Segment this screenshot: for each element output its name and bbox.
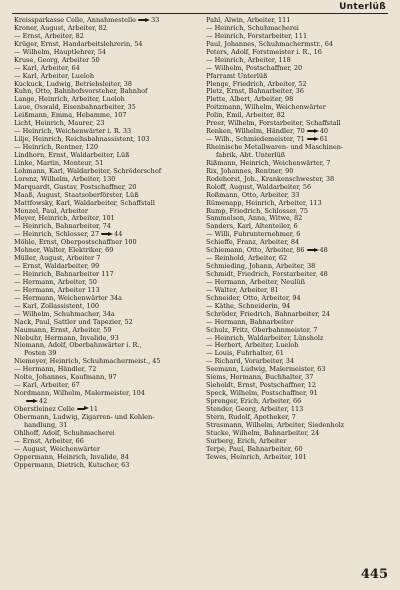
entry-text: Schneider, Otto, Arbeiter, 94 xyxy=(206,293,301,302)
entry-text: Mattfowsky, Karl, Waldarbeiter, Schaffstall xyxy=(14,198,155,207)
entry-text: Siems, Hermann, Buchhalter, 37 xyxy=(206,373,314,382)
entry-text: — Ernst, Waldarbeiter, 99 xyxy=(14,262,100,271)
entry-text: Plenge, Friedrich, Arbeiter, 52 xyxy=(206,79,307,88)
entry-text: Stucke, Wilhelm, Bahnarbeiter, 24 xyxy=(206,428,320,437)
entry-text: Kruse, Georg, Arbeiter 50 xyxy=(14,55,100,64)
entry-text: — Käthe, Schneiderin, 94 xyxy=(206,301,291,310)
entry-text: — Heinrich, Arbeiter, 118 xyxy=(206,55,291,64)
entry-text: Rheinische Metallwaren- und Maschinen- xyxy=(206,143,344,151)
entry-text: Licht, Heinrich, Maurer, 23 xyxy=(14,119,105,128)
entry-text: Ohlhoff, Adolf, Schuhmacherei xyxy=(14,428,115,437)
pointing-hand-icon xyxy=(138,18,150,23)
entry-text: Plette, Albert, Arbeiter, 98 xyxy=(206,95,294,104)
entry-text: Sanders, Karl, Altenteiler, 6 xyxy=(206,222,298,231)
phone-number: 48 xyxy=(319,246,328,255)
pointing-hand-icon xyxy=(307,129,319,134)
entry-text: — Ernst, Arbeiter, 82 xyxy=(14,31,84,40)
entry-text: Oppermann, Dietrich, Kutscher, 63 xyxy=(14,460,130,469)
entry-text: Müller, August, Arbeiter 7 xyxy=(14,254,101,263)
entry-text: Peters, Adolf, Forstmeister i. R., 16 xyxy=(206,47,322,56)
entry-text: — Hermann, Bahnarbeiter xyxy=(206,317,294,326)
entry-text: Sammelson, Anna, Witwe, 82 xyxy=(206,214,303,223)
entry-text: Roloff, August, Waldarbeiter, 56 xyxy=(206,182,312,191)
entry-text: — Hermann, Arbeiter 113 xyxy=(14,285,100,294)
entry-text: — Hermann, Weichenwärter 34a xyxy=(14,293,122,302)
entry-text: Oppermann, Heinrich, Invalide, 84 xyxy=(14,452,129,461)
entry-text: Niemeyer, Heinrich, Schuhmachermeist., 45 xyxy=(14,357,161,366)
entry-text: Lohmann, Karl, Waldarbeiter, Schröderschof xyxy=(14,166,162,175)
entry-text: Maaß, August, Staatsoberförster, Lüß xyxy=(14,190,139,199)
entry-text: — Heinrich, Bahnarbeiter 117 xyxy=(14,270,114,278)
entry-text: — August, Weichenwärter xyxy=(14,444,100,453)
entry-text: — Karl, Arbeiter, Lueloh xyxy=(14,71,95,80)
entry-text: Leißmann, Emma, Hebamme, 107 xyxy=(14,111,127,120)
entry-text: Renken, Wilhelm, Händler, 70 xyxy=(206,127,305,136)
entry-text: handlung, 31 xyxy=(24,420,68,429)
left-column xyxy=(14,17,197,469)
entry-text: Lindhorn, Ernst, Waldarbeiter, Lüß xyxy=(14,150,130,159)
entry-text: — Heinrich, Schlosser, 27 xyxy=(14,230,100,239)
entry-text: — Reinhold, Arbeiter, 62 xyxy=(206,254,288,263)
entry-text: Rix, Johannes, Rentner, 90 xyxy=(206,166,294,175)
entry-text: Surberg, Erich, Arbeiter xyxy=(206,436,287,445)
entry-text: Nolte, Johannes, Kaufmann, 97 xyxy=(14,373,117,382)
entry-text: Kuhn, Otto, Bahnhofsvorsteher, Bahnhof xyxy=(14,87,148,96)
entry-text: — Heinrich, Waldarbeiter, Lünsholz xyxy=(206,333,324,342)
entry-text: Laue, Oswald, Eisenbahnarbeiter, 35 xyxy=(14,103,136,112)
entry-text: Menzel, Paul, Arbeiter xyxy=(14,206,88,215)
entry-text: Stern, Rudolf, Apotheker, 7 xyxy=(206,412,296,421)
entry-text: — Wilhelm, Hauptlehrer, 54 xyxy=(14,47,107,56)
entry-text: — Heinrich, Weichenwärter i. R. 33 xyxy=(14,127,132,136)
directory-entry xyxy=(14,462,197,470)
entry-text: Sprenger, Erich, Arbeiter, 66 xyxy=(206,397,302,405)
entry-text: — Karl, Arbeiter, 67 xyxy=(14,381,80,390)
pointing-hand-icon xyxy=(101,232,113,237)
entry-text: Nordmann, Wilhelm, Malermeister, 104 xyxy=(14,389,145,398)
entry-text: — Karl, Zollassistent, 100 xyxy=(14,301,99,310)
phone-number: 42 xyxy=(39,397,48,405)
pointing-hand-icon xyxy=(77,406,89,411)
entry-text: Schiemann, Otto, Arbeiter, 86 xyxy=(206,246,305,255)
phone-number: 11 xyxy=(89,404,99,413)
entry-text: — Hermann, Arbeiter, Neulüß xyxy=(206,277,305,286)
entry-text: — Karl, Arbeiter, 64 xyxy=(14,63,80,72)
entry-text: Schröder, Friedrich, Bahnarbeiter, 24 xyxy=(206,309,331,318)
entry-text: Schmieding, Johann, Arbeiter, 38 xyxy=(206,262,316,271)
entry-text: — Louis, Fuhrhalter, 61 xyxy=(206,349,284,358)
entry-text: Posten 39 xyxy=(24,349,57,358)
entry-text: Naumann, Ernst, Arbeiter, 59 xyxy=(14,325,112,334)
entry-text: Pletz, Ernst, Bahnarbeiter, 36 xyxy=(206,87,304,96)
entry-text: Speck, Wilhelm, Postschaffner, 91 xyxy=(206,389,318,398)
right-column xyxy=(206,17,392,462)
entry-text: — Ernst, Arbeiter, 66 xyxy=(14,436,84,445)
phone-number: 40 xyxy=(319,127,329,136)
entry-text: Marquardt, Gustav, Postschaffner, 20 xyxy=(14,182,137,191)
phone-number: 44 xyxy=(114,230,123,239)
page-number: 445 xyxy=(360,567,388,582)
entry-text: Tewes, Heinrich, Arbeiter, 101 xyxy=(206,452,307,461)
entry-text: — Hermann, Händler, 72 xyxy=(14,365,97,374)
entry-text: Lorenz, Wilhelm, Arbeiter, 130 xyxy=(14,174,116,183)
entry-text: — Wilhelm, Postschaffner, 20 xyxy=(206,63,303,72)
entry-text: Krüger, Ernst, Handarbeitslehrerin, 54 xyxy=(14,39,143,48)
entry-text: — Herbert, Arbeiter, Lueloh xyxy=(206,341,299,350)
entry-text: Pfarramt Unterlüß xyxy=(206,71,268,80)
entry-text: — Richard, Vorarbeiter, 34 xyxy=(206,357,295,366)
entry-text: Möhle, Ernst, Oberpostschaffner 100 xyxy=(14,238,137,247)
entry-text: — Heinrich, Bahnarbeiter, 74 xyxy=(14,222,111,231)
phone-number: 61 xyxy=(319,135,329,144)
entry-text: Polin, Emil, Arbeiter, 82 xyxy=(206,111,285,120)
entry-text: Seemann, Ludwig, Malermeister, 63 xyxy=(206,365,326,374)
entry-text: Terpe, Paul, Bahnarbeiter, 60 xyxy=(206,444,303,453)
entry-text: Rißmann, Heinrich, Weichenwärter, 7 xyxy=(206,158,331,167)
entry-text: — Wilh., Schmiedemeister, 71 xyxy=(206,135,305,144)
entry-text: — Heinrich, Rentner, 120 xyxy=(14,143,98,151)
entry-text: Roßmann, Otto, Arbeiter, 33 xyxy=(206,190,300,199)
entry-text: fabrik, Abt. Unterlüß xyxy=(216,150,286,159)
entry-text: — Wilhelm, Schuhmacher, 34a xyxy=(14,309,115,318)
directory-entry xyxy=(206,454,392,462)
entry-text: Linke, Martin, Monteur, 51 xyxy=(14,158,104,167)
entry-text: — Heinrich, Schuhmacherei xyxy=(206,23,299,32)
entry-text: — Heinrich, Forstarbeiter, 111 xyxy=(206,31,308,40)
entry-text: Oberstleinez Celle xyxy=(14,404,75,413)
entry-text: Strasmann, Wilhelm, Arbeiter, Siedenholz xyxy=(206,420,345,429)
entry-text: Preer, Wilhelm, Forstarbeiter, Schaffstall xyxy=(206,119,341,128)
entry-text: Rump, Friedrich, Schlosser, 75 xyxy=(206,206,308,215)
entry-text: Poitzmann, Wilhelm, Weichenwärter xyxy=(206,103,326,112)
entry-text: Schmidt, Friedrich, Forstarbeiter, 48 xyxy=(206,270,328,278)
entry-text: Stender, Georg, Arbeiter, 113 xyxy=(206,404,304,413)
entry-text: Kreissparkasse Celle, Annahmestelle xyxy=(14,17,136,24)
entry-text: Niemann, Adolf, Oberbahnwärter i. R., xyxy=(14,341,142,350)
running-head: Unterlüß xyxy=(339,2,386,12)
entry-text: — Hermann, Arbeiter, 50 xyxy=(14,277,97,286)
entry-text: Sieholdt, Ernst, Postschaffner, 12 xyxy=(206,381,317,390)
pointing-hand-icon xyxy=(307,137,319,142)
entry-text: Pahl, Alwin, Arbeiter, 111 xyxy=(206,17,291,24)
entry-text: Lange, Heinrich, Arbeiter, Lueloh xyxy=(14,95,125,104)
entry-text: Nack, Paul, Sattler und Tapezier, 52 xyxy=(14,317,133,326)
entry-text: Meyer, Heinrich, Arbeiter, 101 xyxy=(14,214,115,223)
entry-text: Kuckuck, Ludwig, Betriebsleiter, 38 xyxy=(14,79,132,88)
entry-text: Niebuhr, Hermann, Invalide, 93 xyxy=(14,333,119,342)
entry-text: Schieffe, Franz, Arbeiter, 84 xyxy=(206,238,300,247)
entry-text: Rodehorst, Joh., Krankenschwester, 38 xyxy=(206,174,335,183)
phone-number: 33 xyxy=(151,17,160,24)
entry-text: Schulz, Fritz, Oberbahnmeister, 7 xyxy=(206,325,318,334)
header-rule xyxy=(12,13,388,14)
entry-text: Kroner, August, Arbeiter, 82 xyxy=(14,23,107,32)
entry-text: Obermann, Ludwig, Zigarren- und Kohlen- xyxy=(14,412,155,421)
entry-text: Rümenapp, Heinrich, Arbeiter, 113 xyxy=(206,198,322,207)
pointing-hand-icon xyxy=(26,399,38,404)
entry-text: — Willi, Fuhrunternehmer, 6 xyxy=(206,230,301,239)
entry-text: Paul, Johannes, Schuhmachermstr., 64 xyxy=(206,39,334,48)
pointing-hand-icon xyxy=(307,248,319,253)
entry-text: Mohner, Walter, Elektriker, 69 xyxy=(14,246,114,255)
entry-text: Lilje, Heinrich, Reichsbahnassistent, 103 xyxy=(14,135,150,144)
entry-text: — Walter, Arbeiter, 81 xyxy=(206,285,279,294)
